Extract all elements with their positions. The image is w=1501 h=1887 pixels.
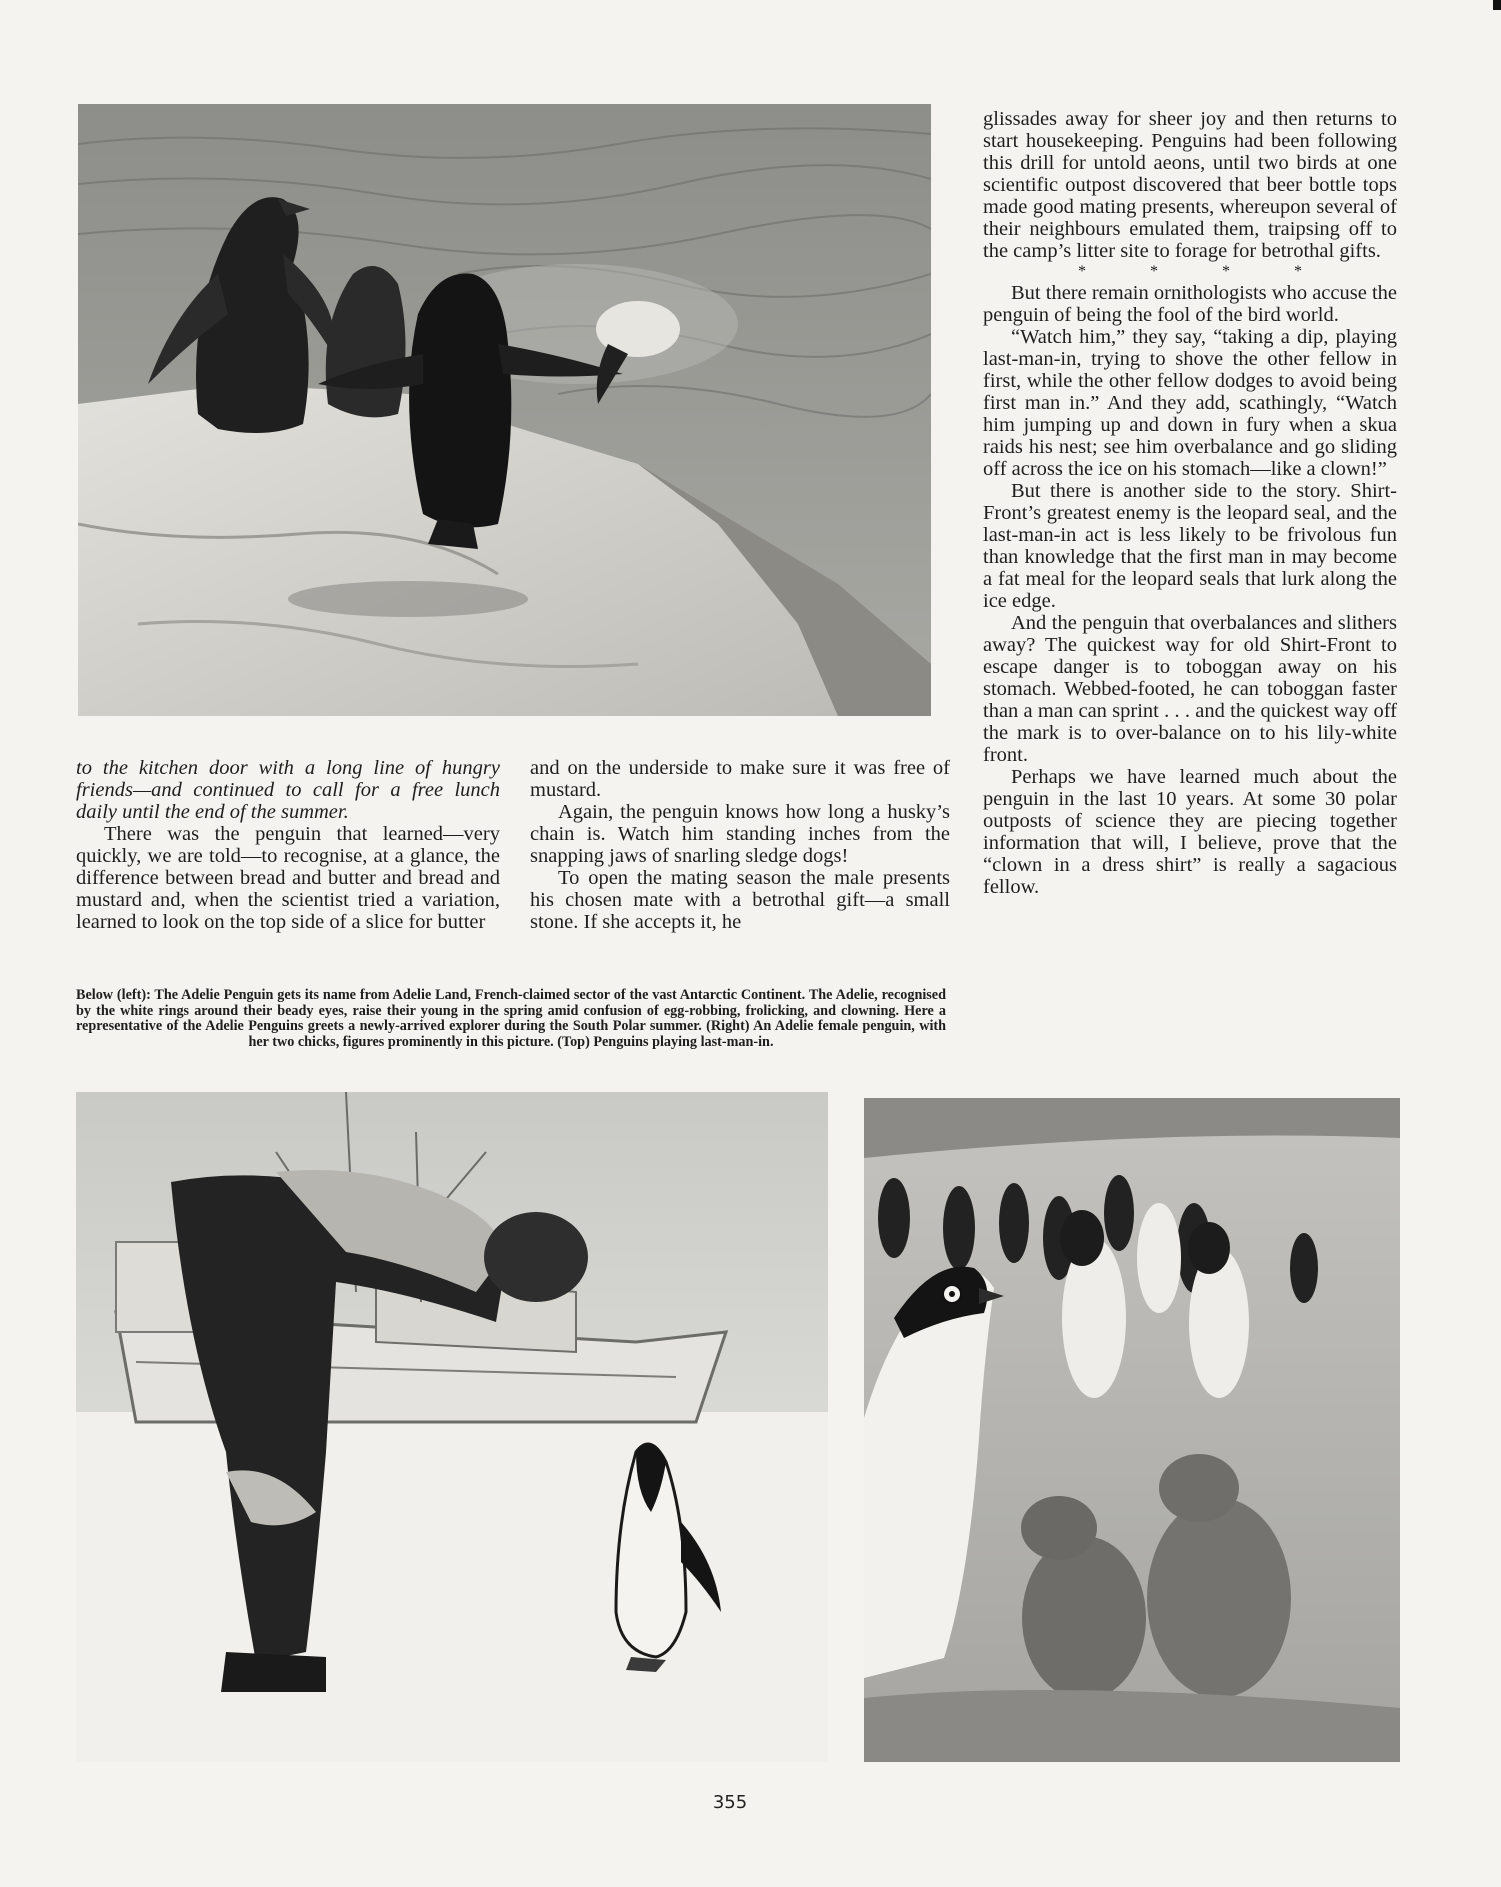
article-paragraph: But there is another side to the story. Shirt-Front’s greatest enemy is the leopard seal, and the last-man-in act is less likely to be frivolous fun than knowledge that the first man in may become a fat meal for the leopard seals that lurk along the ice edge. [983, 480, 1397, 612]
page-number: 355 [712, 1792, 748, 1813]
article-paragraph: To open the mating season the male presents his chosen mate with a betrothal gift—a small stone. If she accepts it, he [530, 867, 950, 933]
article-paragraph: And the penguin that overbalances and slithers away? The quickest way for old Shirt-Front to escape danger is to toboggan away on his stomach. Webbed-footed, he can toboggan faster than a man can sprint . . . and the quickest way off the mark is to over-balance on to his lily-white front. [983, 612, 1397, 766]
article-paragraph: Perhaps we have learned much about the penguin in the last 10 years. At some 30 polar outposts of science they are piecing together information that will, I believe, prove that the “clown in a dress shirt” is really a sagacious fellow. [983, 766, 1397, 898]
photo-adelie-female-with-chicks [864, 1098, 1400, 1762]
article-paragraph: There was the penguin that learned—very quickly, we are told—to recognise, at a glance, the difference between bread and butter and bread and mustard and, when the scientist tried a variation, learned to look on the top side of a slice for butter [76, 823, 500, 933]
article-paragraph: to the kitchen door with a long line of hungry friends—and continued to call for a free lunch daily until the end of the summer. [76, 757, 500, 823]
article-paragraph: glissades away for sheer joy and then returns to start housekeeping. Penguins had been following this drill for untold aeons, until two birds at one scientific outpost discovered that beer bottle tops made good mating presents, whereupon several of their neighbours emulated them, traipsing off to the camp’s litter site to forage for betrothal gifts. [983, 108, 1397, 262]
adelie-colony-illustration [864, 1098, 1400, 1762]
explorer-penguin-illustration [76, 1092, 828, 1762]
article-column-left [76, 757, 500, 933]
article-paragraph: “Watch him,” they say, “taking a dip, playing last-man-in, trying to shove the other fellow in first, while the other fellow dodges to avoid being first man in.” And they add, scathingly, “Watch him jumping up and down in fury when a skua raids his nest; see him overbalance and go sliding off across the ice on his stomach—like a clown!” [983, 326, 1397, 480]
photo-penguins-last-man-in [78, 104, 931, 716]
article-column-right [983, 108, 1397, 898]
penguins-rock-illustration [78, 104, 931, 716]
section-separator: * * * * [1078, 263, 1332, 280]
article-paragraph: and on the underside to make sure it was free of mustard. [530, 757, 950, 801]
scan-edge-mark [1493, 0, 1501, 10]
article-paragraph: Again, the penguin knows how long a husky’s chain is. Watch him standing inches from the snapping jaws of snarling sledge dogs! [530, 801, 950, 867]
photo-caption: Below (left): The Adelie Penguin gets its name from Adelie Land, French-claimed sector of the vast Antarctic Continent. The Adelie, recognised by the white rings around their beady eyes, raise their young in the spring amid confusion of egg-robbing, frolicking, and clowning. Here a representative of the Adelie Penguins greets a newly-arrived explorer during the South Polar summer. (Right) An Adelie female penguin, with her two chicks, figures prominently in this picture. (Top) Penguins playing last-man-in. [76, 987, 946, 1050]
article-column-middle [530, 757, 950, 933]
photo-explorer-greets-penguin [76, 1092, 828, 1762]
article-paragraph: But there remain ornithologists who accuse the penguin of being the fool of the bird world. [983, 282, 1397, 326]
